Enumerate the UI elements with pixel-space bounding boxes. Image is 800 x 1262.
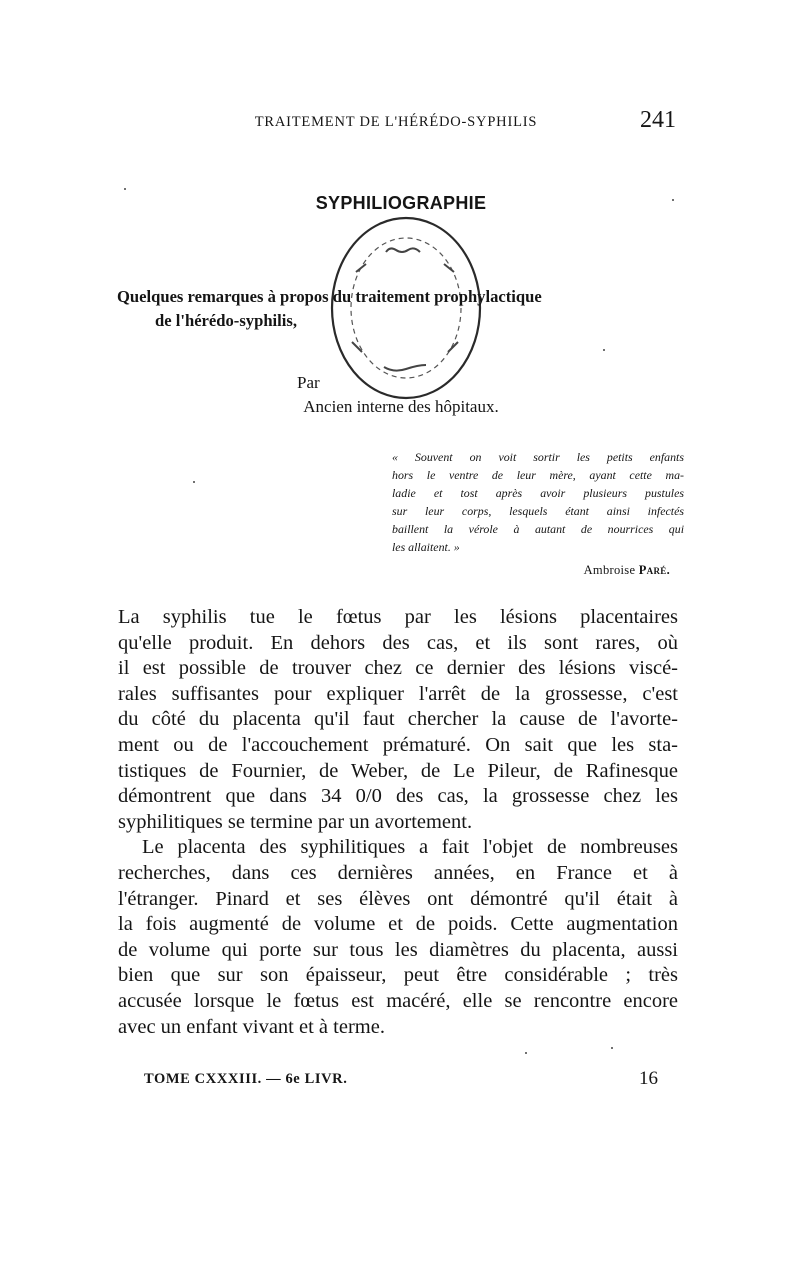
- epigraph-line: « Souvent on voit sortir les petits enfants: [392, 450, 684, 464]
- epigraph: [392, 449, 684, 556]
- article-title-line-2: de l'hérédo-syphilis,: [155, 311, 297, 330]
- epigraph-attribution: [520, 563, 670, 578]
- epigraph-line: sur leur corps, lesquels étant ainsi infectés: [392, 503, 684, 518]
- body-line: la fois augmenté de volume et de poids. Cette augmentation: [118, 913, 678, 936]
- body-line: il est possible de trouver chez ce dernier des lésions viscé-: [118, 657, 678, 680]
- epigraph-author-last: Paré.: [638, 563, 670, 577]
- body-line: La syphilis tue le fœtus par les lésions placentaires: [118, 606, 678, 628]
- body-line: Le placenta des syphilitiques a fait l'objet de nombreuses: [142, 836, 678, 859]
- body-line: bien que sur son épaisseur, peut être considérable ; très: [118, 964, 678, 987]
- body-line: avec un enfant vivant et à terme.: [118, 1015, 385, 1038]
- body-line: du côté du placenta qu'il faut chercher la cause de l'avorte-: [118, 708, 678, 731]
- body-text: [118, 605, 678, 1040]
- epigraph-author-first: Ambroise: [583, 563, 636, 577]
- volume-signature: TOME CXXXIII. — 6e LIVR.: [144, 1071, 348, 1087]
- article-title: [117, 285, 697, 333]
- body-line: accusée lorsque le fœtus est macéré, elle se rencontre encore: [118, 989, 678, 1012]
- author-affiliation: Ancien interne des hôpitaux.: [303, 397, 499, 416]
- epigraph-line: ladie et tost après avoir plusieurs pustules: [392, 485, 684, 500]
- article-title-line-1: Quelques remarques à propos du traitement prophylactique: [117, 287, 542, 306]
- body-line: rales suffisantes pour expliquer l'arrêt de la grossesse, c'est: [118, 682, 678, 705]
- body-line: ment ou de l'accouchement prématuré. On sait que les sta-: [118, 733, 678, 756]
- running-header: TRAITEMENT DE L'HÉRÉDO-SYPHILIS: [254, 114, 538, 130]
- epigraph-line: les allaitent. »: [392, 539, 460, 554]
- section-title: SYPHILIOGRAPHIE: [315, 193, 487, 213]
- byline: [297, 373, 320, 393]
- epigraph-line: baillent la vérole à autant de nourrices qui: [392, 521, 684, 536]
- body-line: démontrent que dans 34 0/0 des cas, la grossesse chez les: [118, 785, 678, 808]
- body-line: tistiques de Fournier, de Weber, de Le Pileur, de Rafinesque: [118, 759, 678, 782]
- body-line: de volume qui porte sur tous les diamètres du placenta, aussi: [118, 938, 678, 961]
- body-line: qu'elle produit. En dehors des cas, et ils sont rares, où: [118, 631, 678, 654]
- byline-prefix: Par: [297, 373, 320, 392]
- body-line: recherches, dans ces dernières années, en France et à: [118, 861, 678, 884]
- epigraph-line: hors le ventre de leur mère, ayant cette ma-: [392, 467, 684, 482]
- body-line: syphilitiques se termine par un avortement.: [118, 810, 473, 833]
- gathering-signature: 16: [639, 1068, 658, 1089]
- body-line: l'étranger. Pinard et ses élèves ont démontré qu'il était à: [118, 887, 678, 910]
- page-number: 241: [640, 107, 676, 133]
